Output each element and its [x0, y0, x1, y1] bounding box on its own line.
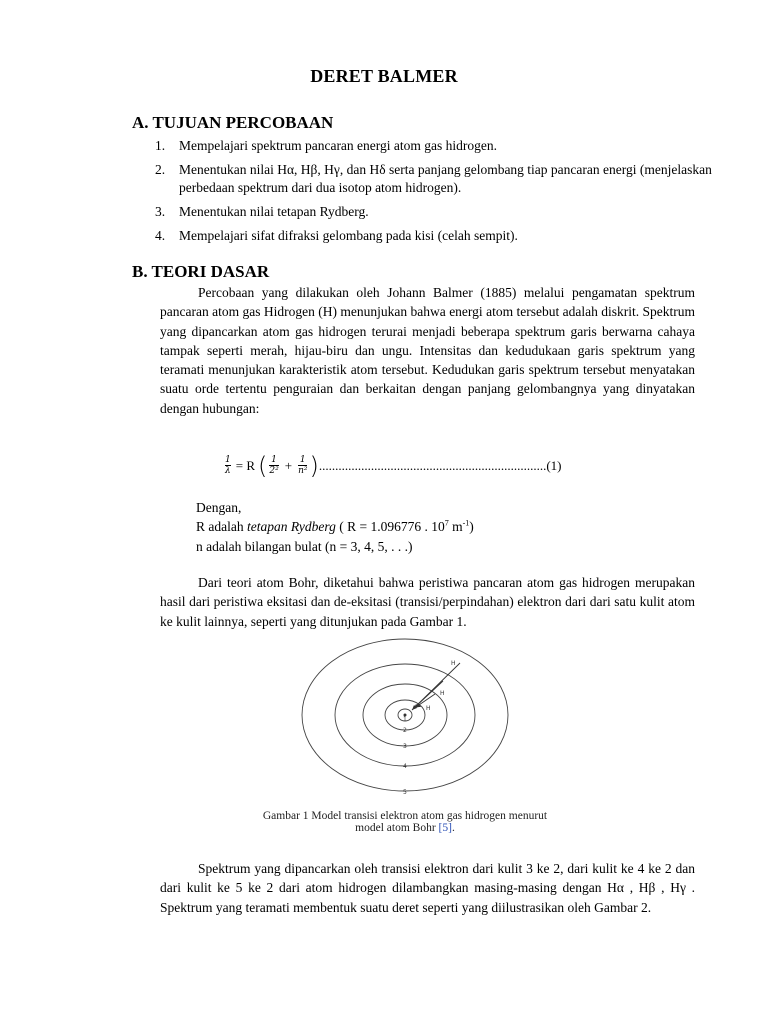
fraction-term1: $\frac{1}{\text{2²}}$: [269, 455, 279, 476]
dengan-label: Dengan,: [196, 500, 242, 515]
equals-r: = R: [235, 457, 255, 473]
paragraph-bohr: Dari teori atom Bohr, diketahui bahwa peristiwa pancaran atom gas hidrogen merupakan hasil dari peristiwa eksitasi dan de-eksitasi (transisi/perpindahan) elektron dari dari satu kulit atom ke kulit lainnya, seperti yang ditunjukan pada Gambar 1.: [160, 575, 695, 629]
paren-open: (: [258, 451, 268, 480]
leader-dots: ......................................................................: [318, 457, 547, 473]
document-title: DERET BALMER: [310, 66, 458, 86]
objectives-list: [155, 137, 715, 251]
fraction-lhs: $\frac{1}{\lambda}$: [225, 455, 231, 476]
bohr-model-figure: [300, 638, 510, 808]
orbit-label: 4: [403, 763, 407, 770]
orbit-label: 1: [403, 716, 407, 723]
list-item: 1. Mempelajari spektrum pancaran energi atom gas hidrogen.: [155, 138, 498, 153]
list-item: 3. Menentukan nilai tetapan Rydberg.: [155, 204, 369, 219]
figure-caption: Gambar 1 Model transisi elektron atom gas hidrogen menurut model atom Bohr [5].: [262, 810, 548, 834]
orbit-label: 3: [403, 743, 407, 750]
section-b-heading: B. TEORI DASAR: [132, 262, 270, 281]
balmer-formula: [223, 451, 562, 480]
paragraph-spectrum: Spektrum yang dipancarkan oleh transisi elektron dari kulit 3 ke 2, dari kulit ke 4 ke 2 dan dari kulit ke 5 ke 2 dari atom hidrogen dilambangkan masing-masing dengan Hα , Hβ , Hγ . Spektrum yang teramati membentuk suatu deret seperti yang diilustrasikan oleh Gambar 2.: [160, 861, 695, 915]
fraction-term2: $\frac{1}{\text{n²}}$: [298, 455, 308, 476]
definition-r: R adalah tetapan Rydberg ( R = 1.096776 . $10^7$ $m^{-1}$): [196, 518, 474, 534]
orbit-label: 5: [403, 789, 407, 796]
list-item: 2. Menentukan nilai Hα, Hβ, Hγ, dan Hδ serta panjang gelombang tiap pancaran energi (menjelaskan perbedaan spektrum dari dua isotop atom hidrogen).: [155, 162, 712, 195]
plus-sign: +: [284, 457, 293, 473]
paren-close: ): [309, 451, 319, 480]
transition-label: H: [440, 690, 445, 697]
reference-link[interactable]: [5]: [438, 822, 452, 834]
definition-n: n adalah bilangan bulat (n = 3, 4, 5, . . .): [196, 539, 413, 554]
section-a-heading: A. TUJUAN PERCOBAAN: [132, 113, 334, 132]
equation-number: (1): [546, 457, 562, 473]
transition-label: H: [426, 705, 431, 712]
orbit-label: 2: [403, 727, 407, 734]
transition-label: H: [451, 660, 456, 667]
paragraph-intro: Percobaan yang dilakukan oleh Johann Balmer (1885) melalui pengamatan spektrum pancaran atom gas Hidrogen (H) menunjukan bahwa energi atom tersebut adalah diskrit. Spektrum yang dipancarkan atom gas hidrogen terurai menjadi beberapa spektrum garis berwarna cahaya tampak seperti merah, hijau-biru dan ungu. Intensitas dan kedudukaan garis spektrum yang teramati menunjukan karakteristik atom tersebut. Kedudukan garis spektrum tersebut menyatakan suatu orde tertentu penguraian dan berkaitan dengan panjang gelombangnya yang dinyatakan dengan hubungan:: [160, 285, 695, 416]
list-item: 4. Mempelajari sifat difraksi gelombang pada kisi (celah sempit).: [155, 228, 518, 243]
